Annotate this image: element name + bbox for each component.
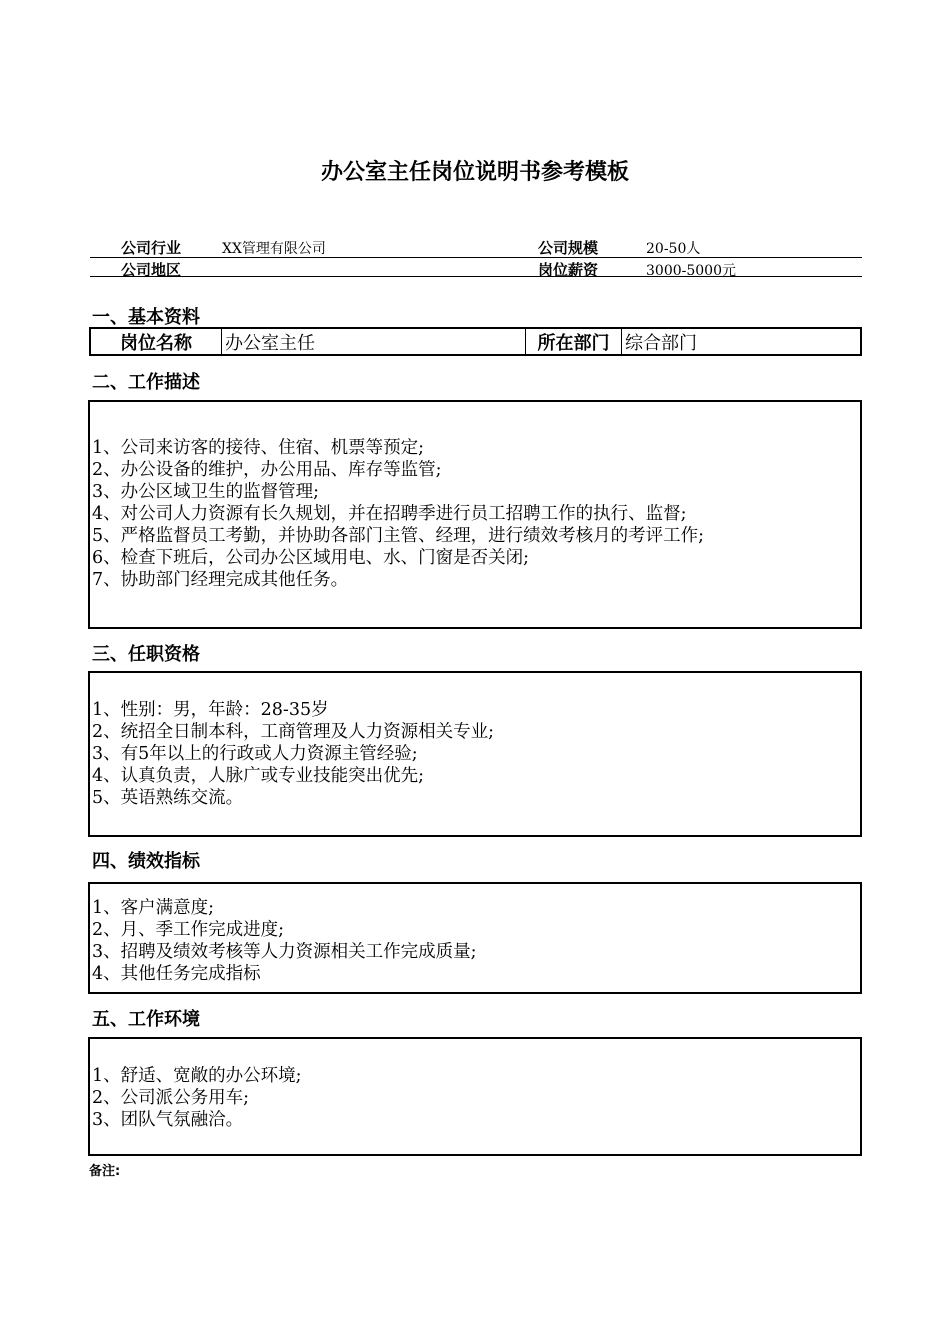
- note-label: 备注:: [89, 1164, 121, 1179]
- list-item: 7、协助部门经理完成其他任务。: [92, 570, 349, 590]
- performance-box: [88, 882, 862, 994]
- list-item: 4、对公司人力资源有长久规划，并在招聘季进行员工招聘工作的执行、监督;: [92, 504, 687, 524]
- header-rule-bottom: [90, 276, 862, 277]
- header-rule-top: [90, 257, 862, 258]
- list-item: 3、招聘及绩效考核等人力资源相关工作完成质量;: [92, 942, 477, 962]
- list-item: 3、办公区域卫生的监督管理;: [92, 482, 320, 502]
- list-item: 1、公司来访客的接待、住宿、机票等预定;: [92, 438, 425, 458]
- list-item: 1、性别：男，年龄：28-35岁: [92, 700, 329, 720]
- qualifications-box: [88, 671, 862, 837]
- section-qualifications-heading: 三、任职资格: [92, 644, 200, 665]
- list-item: 5、英语熟练交流。: [92, 788, 244, 808]
- size-value: 20-50人: [646, 241, 701, 257]
- position-label: 岗位名称: [91, 329, 222, 354]
- list-item: 2、月、季工作完成进度;: [92, 920, 285, 940]
- list-item: 4、其他任务完成指标: [92, 964, 261, 984]
- job-description-box: [88, 400, 862, 629]
- salary-label: 岗位薪资: [538, 261, 599, 279]
- list-item: 2、办公设备的维护，办公用品、库存等监管;: [92, 460, 442, 480]
- size-label: 公司规模: [538, 239, 599, 257]
- department-value: 综合部门: [625, 332, 697, 354]
- industry-value: XX管理有限公司: [222, 241, 326, 257]
- section-basic-info-heading: 一、基本资料: [92, 307, 200, 328]
- list-item: 1、客户满意度;: [92, 898, 215, 918]
- job-description-list: [90, 437, 704, 591]
- section-performance-heading: 四、绩效指标: [92, 851, 200, 872]
- industry-label: 公司行业: [121, 239, 182, 257]
- list-item: 2、统招全日制本科，工商管理及人力资源相关专业;: [92, 722, 495, 742]
- document-title: 办公室主任岗位说明书参考模板: [320, 160, 629, 185]
- region-label: 公司地区: [121, 261, 182, 279]
- salary-value: 3000-5000元: [646, 263, 736, 279]
- department-label: 所在部门: [526, 329, 622, 354]
- environment-list: [90, 1065, 302, 1131]
- list-item: 5、严格监督员工考勤，并协助各部门主管、经理，进行绩效考核月的考评工作;: [92, 526, 705, 546]
- list-item: 3、团队气氛融洽。: [92, 1110, 244, 1130]
- list-item: 1、舒适、宽敞的办公环境;: [92, 1066, 302, 1086]
- basic-info-table: [89, 327, 862, 356]
- section-job-description-heading: 二、工作描述: [92, 372, 200, 393]
- qualifications-list: [90, 699, 494, 809]
- environment-box: [88, 1037, 862, 1156]
- position-value: 办公室主任: [222, 329, 526, 354]
- list-item: 4、认真负责，人脉广或专业技能突出优先;: [92, 766, 425, 786]
- performance-list: [90, 897, 477, 985]
- section-environment-heading: 五、工作环境: [92, 1009, 200, 1030]
- list-item: 3、有5年以上的行政或人力资源主管经验;: [92, 744, 418, 764]
- list-item: 2、公司派公务用车;: [92, 1088, 250, 1108]
- list-item: 6、检查下班后，公司办公区域用电、水、门窗是否关闭;: [92, 548, 530, 568]
